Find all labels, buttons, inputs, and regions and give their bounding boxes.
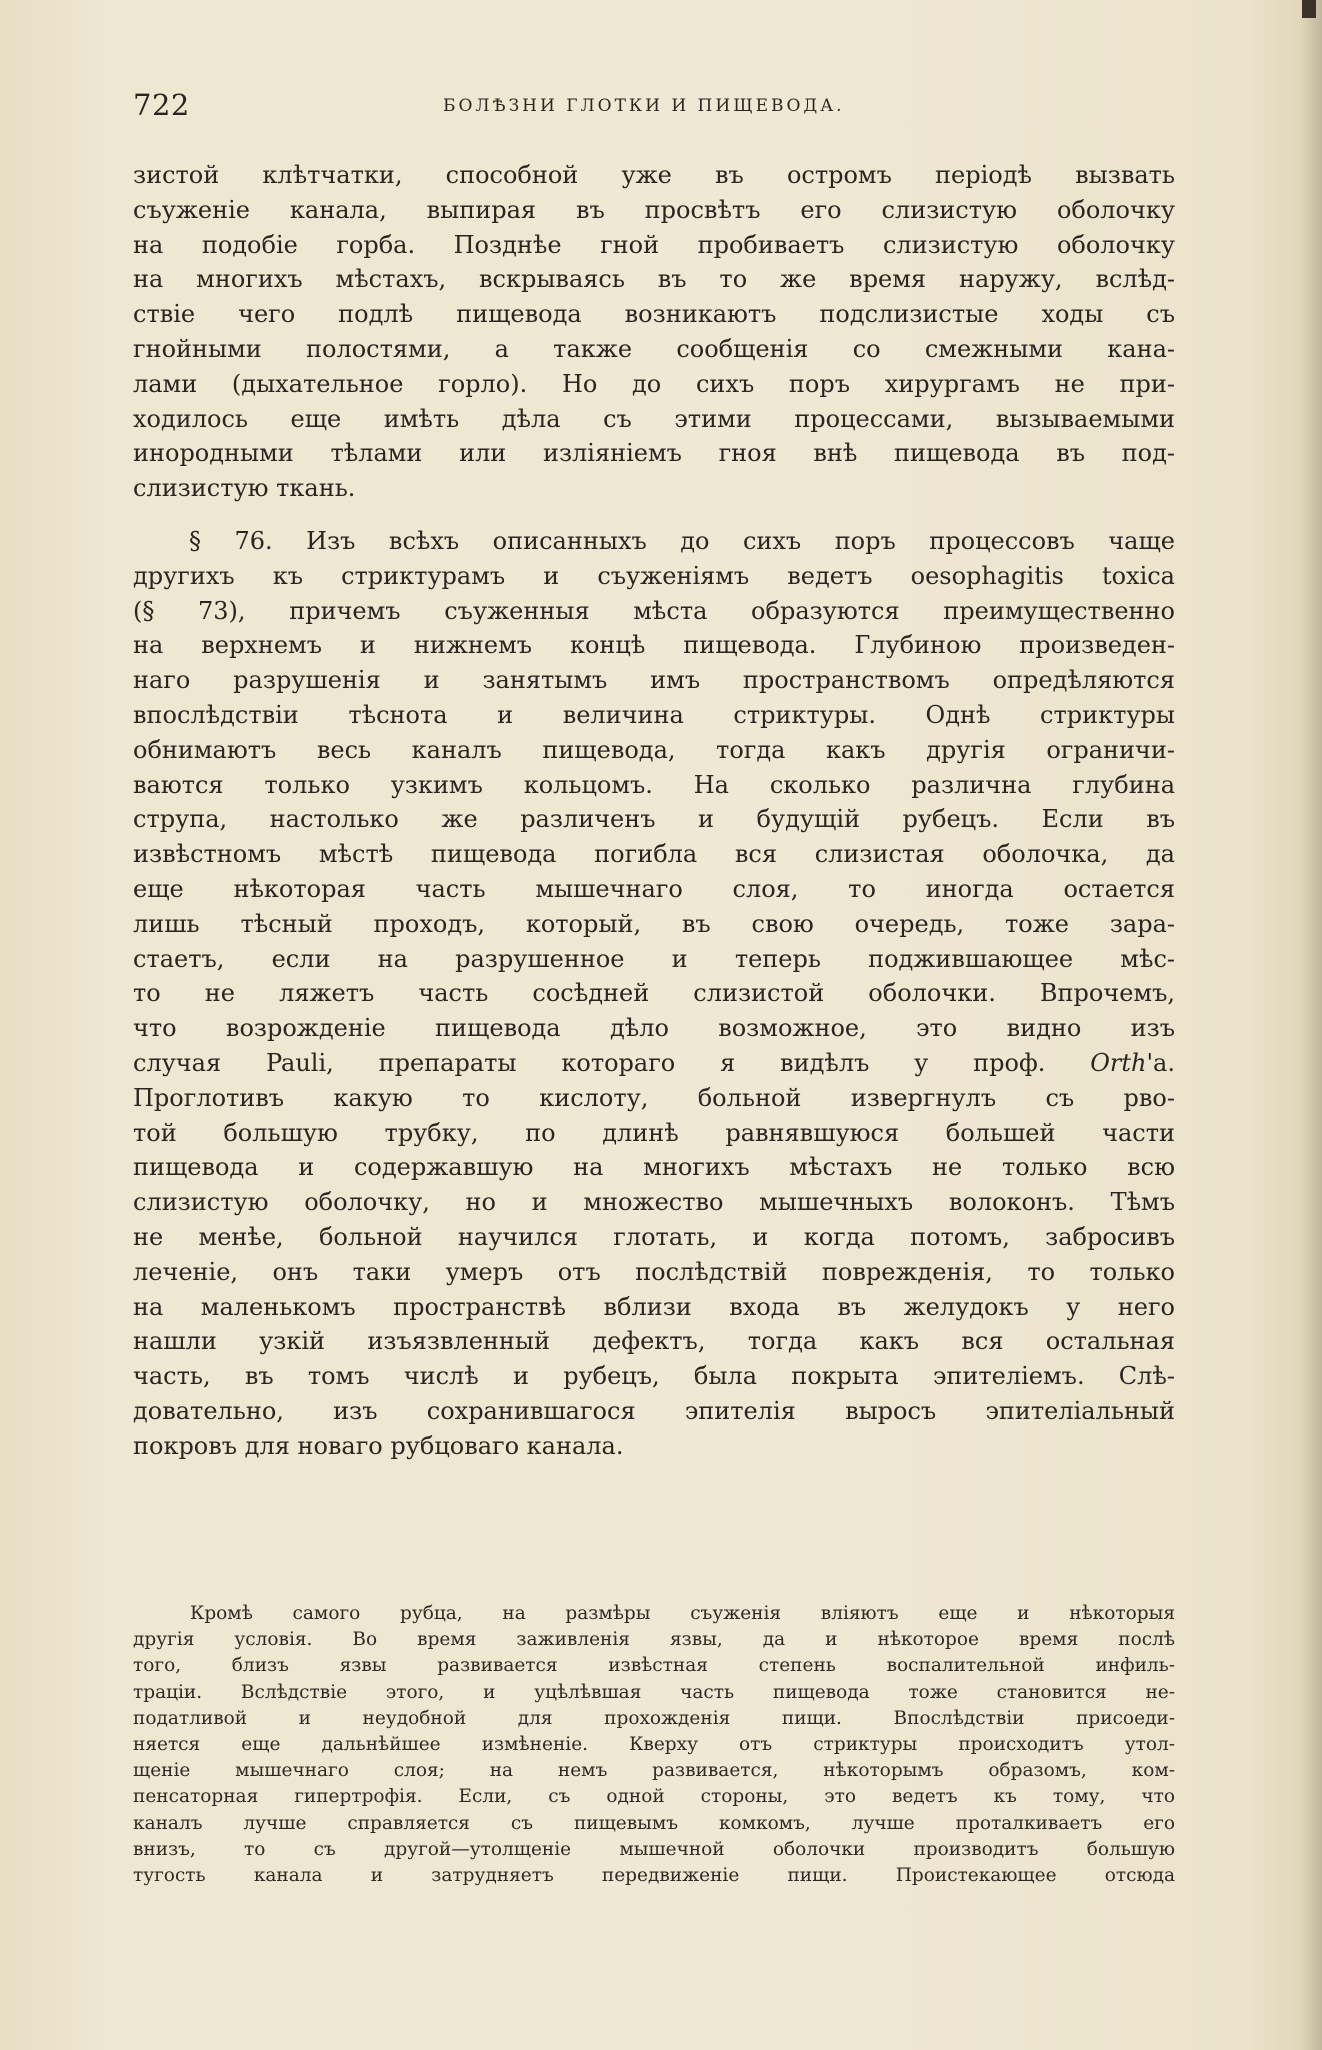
- page-edge-shadow: [1300, 0, 1322, 2050]
- page-header: [133, 88, 1175, 128]
- text-line: на подобіе горба. Позднѣе гной пробиваетъ слизистую оболочку: [133, 230, 1175, 259]
- text-line: наго разрушенія и занятымъ имъ пространствомъ опредѣляются: [133, 666, 1175, 695]
- text-line: нашли узкій изъязвленный дефектъ, тогда какъ вся остальная: [133, 1327, 1175, 1356]
- text-line: зистой клѣтчатки, способной уже въ остромъ періодѣ вызвать: [133, 161, 1175, 189]
- corner-mark: [1302, 0, 1316, 18]
- text-line: лами (дыхательное горло). Но до сихъ поръ хирургамъ не при-: [133, 369, 1175, 398]
- text-line: обнимаютъ весь каналъ пищевода, тогда какъ другія ограничи-: [133, 735, 1175, 764]
- text-line: впослѣдствіи тѣснота и величина стриктуры. Однѣ стриктуры: [133, 700, 1175, 729]
- text-line: покровъ для новаго рубцоваго канала.: [133, 1431, 624, 1460]
- text-line: на многихъ мѣстахъ, вскрываясь въ то же время наружу, вслѣд-: [133, 265, 1175, 294]
- text-line: съуженіе канала, выпирая въ просвѣтъ его слизистую оболочку: [133, 195, 1175, 224]
- footnote-line: Кромѣ самого рубца, на размѣры съуженія вліяютъ еще и нѣкоторыя: [190, 1603, 1175, 1624]
- running-head: БОЛѢЗНИ ГЛОТКИ И ПИЩЕВОДА.: [443, 96, 845, 116]
- footnote-line: няется еще дальнѣйшее измѣненіе. Кверху отъ стриктуры происходитъ утол-: [133, 1734, 1175, 1756]
- text-line: слизистую ткань.: [133, 474, 356, 503]
- text-line: струпа, настолько же различенъ и будущій рубецъ. Если въ: [133, 805, 1175, 834]
- text-line: Проглотивъ какую то кислоту, больной извергнулъ съ рво-: [133, 1083, 1175, 1112]
- text-line: ствіе чего подлѣ пищевода возникаютъ подслизистые ходы съ: [133, 300, 1175, 329]
- text-line: леченіе, онъ таки умеръ отъ послѣдствій поврежденія, то только: [133, 1257, 1175, 1286]
- footnote-line: податливой и неудобной для прохожденія пищи. Впослѣдствіи присоеди-: [133, 1707, 1175, 1729]
- text-line: довательно, изъ сохранившагося эпителія выросъ эпителіальный: [133, 1396, 1175, 1425]
- text-line: извѣстномъ мѣстѣ пищевода погибла вся слизистая оболочка, да: [133, 840, 1175, 869]
- text-line: то не ляжетъ часть сосѣдней слизистой оболочки. Впрочемъ,: [133, 979, 1175, 1008]
- paragraph-1: [133, 158, 1175, 506]
- text-line: на маленькомъ пространствѣ вблизи входа въ желудокъ у него: [133, 1292, 1175, 1321]
- page-number: 722: [133, 88, 190, 122]
- footnote-line: пенсаторная гипертрофія. Если, съ одной стороны, это ведетъ къ тому, что: [133, 1786, 1175, 1808]
- text-line: еще нѣкоторая часть мышечнаго слоя, то иногда остается: [133, 874, 1175, 903]
- text-line: слизистую оболочку, но и множество мышечныхъ волоконъ. Тѣмъ: [133, 1188, 1175, 1217]
- text-line: случая Pauli, препараты котораго я видѣлъ у проф. Orth'а.: [133, 1048, 1175, 1077]
- footnote-line: щеніе мышечнаго слоя; на немъ развивается, нѣкоторымъ образомъ, ком-: [133, 1760, 1175, 1782]
- text-line: лишь тѣсный проходъ, который, въ свою очередь, тоже зара-: [133, 909, 1175, 938]
- text-line: пищевода и содержавшую на многихъ мѣстахъ не только всю: [133, 1153, 1175, 1182]
- footnote-line: того, близъ язвы развивается извѣстная степень воспалительной инфиль-: [133, 1655, 1175, 1677]
- text-line: не менѣе, больной научился глотать, и когда потомъ, забросивъ: [133, 1222, 1175, 1251]
- text-line: другихъ къ стриктурамъ и съуженіямъ ведетъ oesophagitis toxica: [133, 561, 1175, 590]
- text-line: ваются только узкимъ кольцомъ. На сколько различна глубина: [133, 770, 1175, 799]
- text-line: (§ 73), причемъ съуженныя мѣста образуются преимущественно: [133, 596, 1175, 625]
- text-line: той большую трубку, по длинѣ равнявшуюся большей части: [133, 1118, 1175, 1147]
- footnote-line: тугость канала и затрудняетъ передвиженіе пищи. Проистекающее отсюда: [133, 1865, 1175, 1887]
- text-line: часть, въ томъ числѣ и рубецъ, была покрыта эпителіемъ. Слѣ-: [133, 1362, 1175, 1391]
- body-text: [133, 158, 1175, 1463]
- text-line: ходилось еще имѣть дѣла съ этими процессами, вызываемыми: [133, 404, 1175, 433]
- paragraph-2: [133, 524, 1175, 1464]
- footnote: [133, 1601, 1175, 1889]
- text-line: на верхнемъ и нижнемъ концѣ пищевода. Глубиною произведен-: [133, 631, 1175, 660]
- footnote-line: другія условія. Во время заживленія язвы, да и нѣкоторое время послѣ: [133, 1629, 1175, 1651]
- footnote-line: внизъ, то съ другой—утолщеніе мышечной оболочки производитъ большую: [133, 1838, 1175, 1860]
- text-line: § 76. Изъ всѣхъ описанныхъ до сихъ поръ процессовъ чаще: [189, 526, 1175, 555]
- text-line: что возрожденіе пищевода дѣло возможное, это видно изъ: [133, 1014, 1175, 1043]
- text-line: стаетъ, если на разрушенное и теперь поджившающее мѣс-: [133, 944, 1175, 973]
- text-line: инородными тѣлами или изліяніемъ гноя внѣ пищевода въ под-: [133, 439, 1175, 468]
- footnote-line: каналъ лучше справляется съ пищевымъ комкомъ, лучше проталкиваетъ его: [133, 1812, 1175, 1834]
- footnote-line: траціи. Вслѣдствіе этого, и уцѣлѣвшая часть пищевода тоже становится не-: [133, 1681, 1175, 1703]
- text-line: гнойными полостями, а также сообщенія со смежными кана-: [133, 334, 1175, 363]
